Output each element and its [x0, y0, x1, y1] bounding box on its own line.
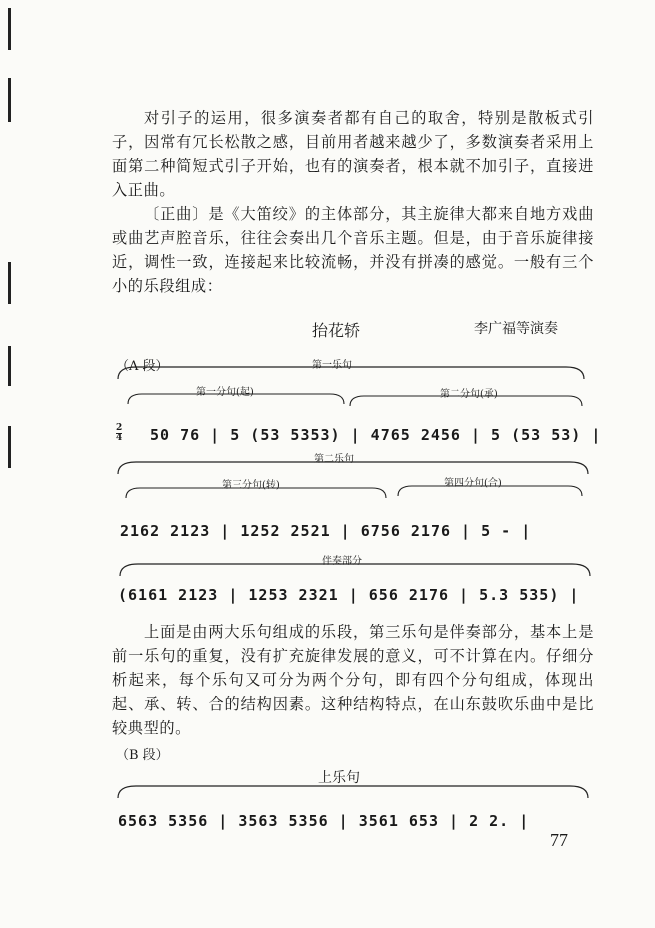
binding-mark — [8, 262, 11, 304]
phrase-2-label: 第二乐句 — [314, 454, 354, 465]
body-text-top — [112, 106, 594, 298]
body-text-middle — [112, 620, 594, 740]
section-b-phrase-label: 上乐句 — [318, 770, 360, 786]
phrase-2-slur — [116, 460, 590, 476]
binding-mark — [8, 426, 11, 468]
binding-mark — [8, 8, 11, 50]
phrase-1-label: 第一乐句 — [312, 360, 352, 371]
sub-phrase-slur-4 — [396, 484, 584, 498]
sub-phrase-slur-3 — [124, 486, 388, 500]
section-b-slur — [116, 784, 590, 800]
time-signature: 2 4 — [116, 423, 123, 443]
sub-phrase-3-label: 第三分句(转) — [222, 480, 280, 491]
accompaniment-slur — [118, 562, 592, 578]
score-line-1: 50 76 | 5 (53 5353) | 4765 2456 | 5 (53 53) | — [150, 426, 602, 444]
sub-phrase-4-label: 第四分句(合) — [444, 478, 502, 489]
paragraph-3: 上面是由两大乐句组成的乐段，第三乐句是伴奏部分，基本上是前一乐句的重复，没有扩充旋律发展的意义，可不计算在内。仔细分析起来，每个乐句又可分为两个分句，即有四个分句组成，体现出起、承、转、合的结构因素。这种结构特点，在山东鼓吹乐曲中是比较典型的。 — [112, 623, 594, 737]
binding-mark — [8, 346, 11, 386]
score-performer: 李广福等演奏 — [474, 321, 558, 337]
section-b-label: （B 段） — [116, 748, 169, 763]
paragraph-1: 对引子的运用，很多演奏者都有自己的取舍，特别是散板式引子，因常有冗长松散之感，目前用者越来越少了，多数演奏者采用上面第二种简短式引子开始，也有的演奏者，根本就不加引子，直接进入正曲。 — [112, 109, 594, 199]
score-line-3: (6161 2123 | 1253 2321 | 656 2176 | 5.3 535) | — [118, 586, 580, 604]
sub-phrase-slur-1 — [126, 392, 346, 406]
sub-phrase-2-label: 第二分句(承) — [440, 389, 498, 400]
score-line-2: 2162 2123 | 1252 2521 | 6756 2176 | 5 - | — [120, 522, 532, 540]
score-title: 抬花轿 — [312, 321, 361, 340]
sub-phrase-slur-2 — [348, 394, 584, 408]
section-a-label: （A 段） — [116, 359, 169, 374]
section-b-score-line: 6563 5356 | 3563 5356 | 3561 653 | 2 2. | — [118, 812, 530, 830]
sub-phrase-1-label: 第一分句(起) — [196, 387, 254, 398]
paragraph-2: 〔正曲〕是《大笛绞》的主体部分，其主旋律大都来自地方戏曲或曲艺声腔音乐，往往会奏出几个音乐主题。但是，由于音乐旋律接近，调性一致，连接起来比较流畅，并没有拼凑的感觉。一般有三个小的乐段组成： — [112, 205, 594, 295]
page-number: 77 — [550, 830, 568, 850]
accompaniment-label: 伴奏部分 — [322, 556, 362, 567]
binding-mark — [8, 78, 11, 122]
phrase-1-slur — [116, 365, 586, 381]
